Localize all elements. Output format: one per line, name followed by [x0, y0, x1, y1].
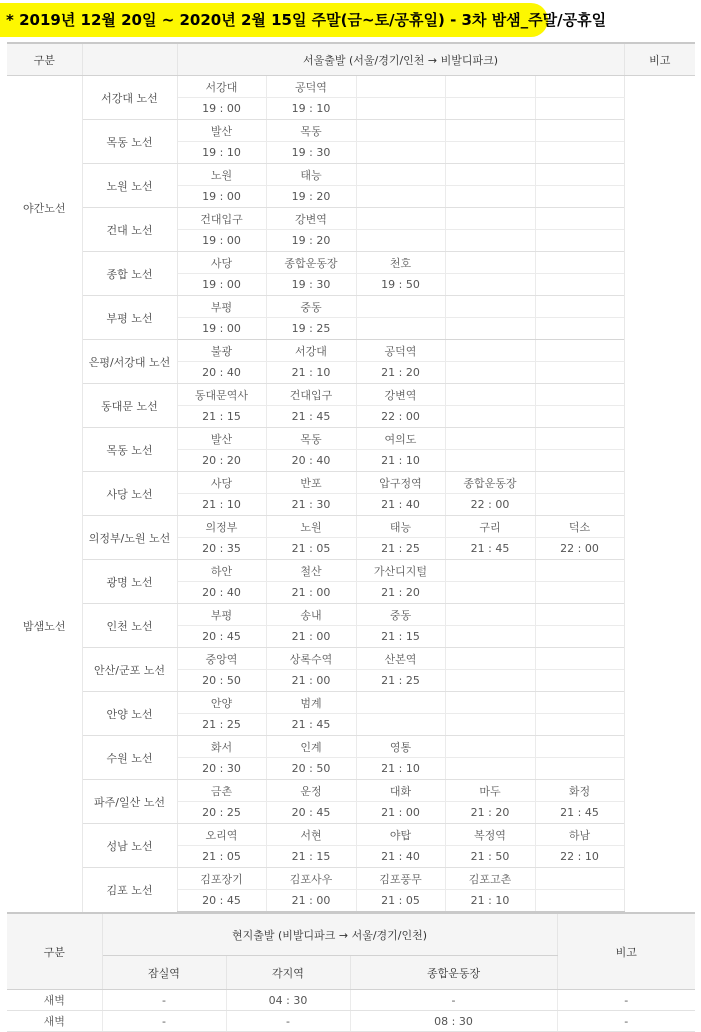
route-name: 성남 노선: [82, 824, 177, 868]
empty-cell: [535, 472, 624, 494]
return-note: -: [557, 990, 695, 1011]
route-stops-row: [7, 428, 695, 450]
route-name: 서강대 노선: [82, 76, 177, 120]
route-name: 광명 노선: [82, 560, 177, 604]
return-header-group: 구분: [7, 913, 102, 990]
stop-name: 사당: [177, 252, 266, 274]
stop-time: 21 : 10: [177, 494, 266, 516]
empty-cell: [535, 230, 624, 252]
stop-name: 덕소: [535, 516, 624, 538]
stop-name: 의정부: [177, 516, 266, 538]
stop-name: 서강대: [177, 76, 266, 98]
route-stops-row: [7, 604, 695, 626]
page-title: * 2019년 12월 20일 ~ 2020년 2월 15일 주말(금~토/공휴일) - 3차 밤샘_주말/공휴일: [0, 3, 548, 37]
empty-cell: [445, 274, 535, 296]
stop-name: 목동: [266, 120, 356, 142]
stop-time: 19 : 20: [266, 186, 356, 208]
route-name: 파주/일산 노선: [82, 780, 177, 824]
header-departure: 서울출발 (서울/경기/인천 → 비발디파크): [177, 43, 624, 76]
stop-time: 21 : 00: [266, 626, 356, 648]
stop-name: 송내: [266, 604, 356, 626]
stop-name: 발산: [177, 428, 266, 450]
route-name: 안산/군포 노선: [82, 648, 177, 692]
stop-name: 하남: [535, 824, 624, 846]
stop-time: 21 : 45: [445, 538, 535, 560]
stop-time: 19 : 30: [266, 142, 356, 164]
empty-cell: [445, 604, 535, 626]
route-name: 은평/서강대 노선: [82, 340, 177, 384]
empty-cell: [445, 428, 535, 450]
stop-name: 서현: [266, 824, 356, 846]
empty-cell: [356, 120, 445, 142]
stop-name: 중앙역: [177, 648, 266, 670]
departure-schedule-table: [7, 42, 695, 913]
stop-name: 노원: [177, 164, 266, 186]
empty-cell: [535, 626, 624, 648]
empty-cell: [356, 164, 445, 186]
stop-time: 20 : 45: [177, 890, 266, 913]
stop-name: 종합운동장: [445, 472, 535, 494]
stop-time: 21 : 10: [266, 362, 356, 384]
stop-name: 상록수역: [266, 648, 356, 670]
stop-time: 21 : 00: [266, 582, 356, 604]
stop-name: 운정: [266, 780, 356, 802]
route-stops-row: [7, 208, 695, 230]
stop-name: 김포풍무: [356, 868, 445, 890]
stop-time: 20 : 50: [266, 758, 356, 780]
empty-cell: [535, 428, 624, 450]
empty-cell: [535, 362, 624, 384]
return-time: 04 : 30: [226, 990, 350, 1011]
stop-name: 김포고촌: [445, 868, 535, 890]
route-stops-row: [7, 340, 695, 362]
route-name: 사당 노선: [82, 472, 177, 516]
return-time: -: [350, 990, 557, 1011]
header-note: 비고: [624, 43, 695, 76]
route-name: 노원 노선: [82, 164, 177, 208]
category-label: 야간노선: [7, 76, 82, 340]
empty-cell: [445, 714, 535, 736]
return-col-0: 잠실역: [102, 956, 226, 990]
stop-name: 강변역: [266, 208, 356, 230]
route-stops-row: [7, 164, 695, 186]
departure-header-row: [7, 43, 695, 76]
return-row: [7, 1011, 695, 1032]
return-header-note: 비고: [557, 913, 695, 990]
return-time: -: [102, 990, 226, 1011]
empty-cell: [356, 296, 445, 318]
route-name: 건대 노선: [82, 208, 177, 252]
stop-time: 21 : 25: [177, 714, 266, 736]
empty-cell: [535, 296, 624, 318]
route-stops-row: [7, 560, 695, 582]
route-name: 김포 노선: [82, 868, 177, 913]
note-cell: [624, 76, 695, 340]
empty-cell: [535, 494, 624, 516]
stop-time: 21 : 00: [266, 670, 356, 692]
category-label: 밤샘노선: [7, 340, 82, 913]
route-stops-row: [7, 252, 695, 274]
stop-time: 19 : 00: [177, 318, 266, 340]
route-name: 부평 노선: [82, 296, 177, 340]
empty-cell: [445, 582, 535, 604]
stop-time: 20 : 45: [266, 802, 356, 824]
empty-cell: [356, 98, 445, 120]
empty-cell: [535, 560, 624, 582]
return-row-label: 새벽: [7, 1011, 102, 1032]
empty-cell: [535, 692, 624, 714]
return-time: 08 : 30: [350, 1011, 557, 1032]
empty-cell: [535, 318, 624, 340]
empty-cell: [445, 230, 535, 252]
stop-name: 태능: [266, 164, 356, 186]
stop-name: 건대입구: [266, 384, 356, 406]
stop-name: 범계: [266, 692, 356, 714]
route-stops-row: [7, 824, 695, 846]
stop-name: 불광: [177, 340, 266, 362]
empty-cell: [535, 758, 624, 780]
stop-time: 21 : 05: [266, 538, 356, 560]
title-bar: [0, 0, 701, 42]
stop-time: 20 : 40: [177, 582, 266, 604]
stop-time: 19 : 00: [177, 186, 266, 208]
stop-time: 21 : 25: [356, 670, 445, 692]
stop-name: 동대문역사: [177, 384, 266, 406]
return-schedule-table: [7, 912, 695, 1032]
stop-time: 21 : 20: [356, 582, 445, 604]
empty-cell: [535, 582, 624, 604]
empty-cell: [535, 406, 624, 428]
route-stops-row: [7, 472, 695, 494]
stop-time: 20 : 50: [177, 670, 266, 692]
route-stops-row: [7, 868, 695, 890]
route-stops-row: [7, 516, 695, 538]
empty-cell: [356, 714, 445, 736]
return-time: -: [102, 1011, 226, 1032]
route-stops-row: [7, 76, 695, 98]
stop-name: 종합운동장: [266, 252, 356, 274]
stop-time: 21 : 20: [356, 362, 445, 384]
empty-cell: [445, 736, 535, 758]
stop-time: 21 : 00: [266, 890, 356, 913]
stop-time: 19 : 25: [266, 318, 356, 340]
return-header-row: [7, 913, 695, 956]
return-note: -: [557, 1011, 695, 1032]
route-name: 목동 노선: [82, 120, 177, 164]
stop-name: 대화: [356, 780, 445, 802]
route-stops-row: [7, 384, 695, 406]
stop-time: 20 : 45: [177, 626, 266, 648]
stop-time: 21 : 45: [266, 406, 356, 428]
stop-time: 20 : 30: [177, 758, 266, 780]
empty-cell: [445, 208, 535, 230]
empty-cell: [445, 648, 535, 670]
empty-cell: [445, 76, 535, 98]
stop-time: 19 : 00: [177, 230, 266, 252]
stop-name: 가산디지털: [356, 560, 445, 582]
empty-cell: [535, 142, 624, 164]
empty-cell: [445, 362, 535, 384]
route-name: 의정부/노원 노선: [82, 516, 177, 560]
empty-cell: [356, 692, 445, 714]
stop-time: 20 : 40: [266, 450, 356, 472]
stop-name: 강변역: [356, 384, 445, 406]
empty-cell: [535, 736, 624, 758]
empty-cell: [535, 164, 624, 186]
stop-name: 화정: [535, 780, 624, 802]
empty-cell: [535, 208, 624, 230]
stop-name: 서강대: [266, 340, 356, 362]
empty-cell: [535, 76, 624, 98]
stop-name: 반포: [266, 472, 356, 494]
empty-cell: [535, 252, 624, 274]
stop-time: 21 : 25: [356, 538, 445, 560]
stop-name: 야탑: [356, 824, 445, 846]
empty-cell: [535, 120, 624, 142]
empty-cell: [535, 186, 624, 208]
stop-time: 19 : 10: [266, 98, 356, 120]
empty-cell: [356, 142, 445, 164]
stop-name: 사당: [177, 472, 266, 494]
empty-cell: [356, 76, 445, 98]
empty-cell: [445, 560, 535, 582]
stop-time: 20 : 25: [177, 802, 266, 824]
route-stops-row: [7, 296, 695, 318]
stop-name: 부평: [177, 296, 266, 318]
empty-cell: [535, 714, 624, 736]
route-name: 목동 노선: [82, 428, 177, 472]
return-col-1: 각지역: [226, 956, 350, 990]
stop-name: 김포장기: [177, 868, 266, 890]
return-header-return: 현지출발 (비발디파크 → 서울/경기/인천): [102, 913, 557, 956]
stop-time: 21 : 10: [356, 450, 445, 472]
stop-name: 인계: [266, 736, 356, 758]
route-stops-row: [7, 648, 695, 670]
stop-time: 21 : 50: [445, 846, 535, 868]
empty-cell: [445, 252, 535, 274]
route-name: 안양 노선: [82, 692, 177, 736]
stop-time: 22 : 10: [535, 846, 624, 868]
stop-name: 목동: [266, 428, 356, 450]
stop-name: 발산: [177, 120, 266, 142]
stop-time: 20 : 40: [177, 362, 266, 384]
empty-cell: [535, 890, 624, 913]
stop-name: 공덕역: [266, 76, 356, 98]
stop-time: 21 : 45: [535, 802, 624, 824]
stop-time: 19 : 10: [177, 142, 266, 164]
stop-name: 철산: [266, 560, 356, 582]
stop-time: 21 : 10: [445, 890, 535, 913]
empty-cell: [445, 406, 535, 428]
route-name: 수원 노선: [82, 736, 177, 780]
empty-cell: [445, 296, 535, 318]
stop-time: 21 : 30: [266, 494, 356, 516]
empty-cell: [535, 340, 624, 362]
stop-name: 구리: [445, 516, 535, 538]
empty-cell: [445, 758, 535, 780]
header-group: 구분: [7, 43, 82, 76]
stop-name: 영통: [356, 736, 445, 758]
note-cell: [624, 340, 695, 913]
stop-name: 여의도: [356, 428, 445, 450]
empty-cell: [445, 120, 535, 142]
stop-time: 20 : 20: [177, 450, 266, 472]
return-row: [7, 990, 695, 1011]
stop-time: 19 : 30: [266, 274, 356, 296]
route-stops-row: [7, 780, 695, 802]
stop-name: 화서: [177, 736, 266, 758]
route-name: 종합 노선: [82, 252, 177, 296]
stop-time: 19 : 20: [266, 230, 356, 252]
stop-name: 오리역: [177, 824, 266, 846]
stop-name: 건대입구: [177, 208, 266, 230]
route-name: 인천 노선: [82, 604, 177, 648]
stop-name: 복정역: [445, 824, 535, 846]
stop-name: 압구정역: [356, 472, 445, 494]
empty-cell: [356, 230, 445, 252]
empty-cell: [445, 164, 535, 186]
stop-time: 21 : 20: [445, 802, 535, 824]
stop-name: 중동: [356, 604, 445, 626]
stop-time: 22 : 00: [535, 538, 624, 560]
empty-cell: [535, 648, 624, 670]
return-col-2: 종합운동장: [350, 956, 557, 990]
empty-cell: [445, 340, 535, 362]
stop-name: 중동: [266, 296, 356, 318]
empty-cell: [535, 670, 624, 692]
empty-cell: [445, 98, 535, 120]
empty-cell: [445, 186, 535, 208]
stop-name: 태능: [356, 516, 445, 538]
empty-cell: [535, 98, 624, 120]
empty-cell: [445, 318, 535, 340]
empty-cell: [535, 384, 624, 406]
stop-time: 21 : 15: [266, 846, 356, 868]
empty-cell: [535, 604, 624, 626]
empty-cell: [445, 670, 535, 692]
empty-cell: [445, 450, 535, 472]
stop-time: 21 : 10: [356, 758, 445, 780]
empty-cell: [535, 274, 624, 296]
stop-name: 하안: [177, 560, 266, 582]
empty-cell: [445, 384, 535, 406]
route-name: 동대문 노선: [82, 384, 177, 428]
empty-cell: [356, 318, 445, 340]
stop-name: 마두: [445, 780, 535, 802]
stop-time: 22 : 00: [445, 494, 535, 516]
empty-cell: [356, 208, 445, 230]
stop-name: 산본역: [356, 648, 445, 670]
stop-time: 21 : 05: [177, 846, 266, 868]
stop-time: 21 : 15: [177, 406, 266, 428]
stop-name: 금촌: [177, 780, 266, 802]
empty-cell: [445, 692, 535, 714]
stop-name: 천호: [356, 252, 445, 274]
empty-cell: [445, 626, 535, 648]
stop-name: 부평: [177, 604, 266, 626]
stop-time: 21 : 05: [356, 890, 445, 913]
stop-time: 19 : 50: [356, 274, 445, 296]
stop-name: 공덕역: [356, 340, 445, 362]
stop-time: 19 : 00: [177, 98, 266, 120]
stop-time: 21 : 15: [356, 626, 445, 648]
stop-name: 안양: [177, 692, 266, 714]
stop-time: 21 : 00: [356, 802, 445, 824]
route-stops-row: [7, 736, 695, 758]
stop-time: 21 : 40: [356, 494, 445, 516]
stop-name: 김포사우: [266, 868, 356, 890]
stop-time: 22 : 00: [356, 406, 445, 428]
header-route-spacer: [82, 43, 177, 76]
empty-cell: [535, 868, 624, 890]
empty-cell: [535, 450, 624, 472]
stop-time: 21 : 45: [266, 714, 356, 736]
route-stops-row: [7, 120, 695, 142]
route-stops-row: [7, 692, 695, 714]
stop-time: 21 : 40: [356, 846, 445, 868]
return-row-label: 새벽: [7, 990, 102, 1011]
stop-time: 19 : 00: [177, 274, 266, 296]
empty-cell: [356, 186, 445, 208]
empty-cell: [445, 142, 535, 164]
stop-time: 20 : 35: [177, 538, 266, 560]
stop-name: 노원: [266, 516, 356, 538]
return-time: -: [226, 1011, 350, 1032]
